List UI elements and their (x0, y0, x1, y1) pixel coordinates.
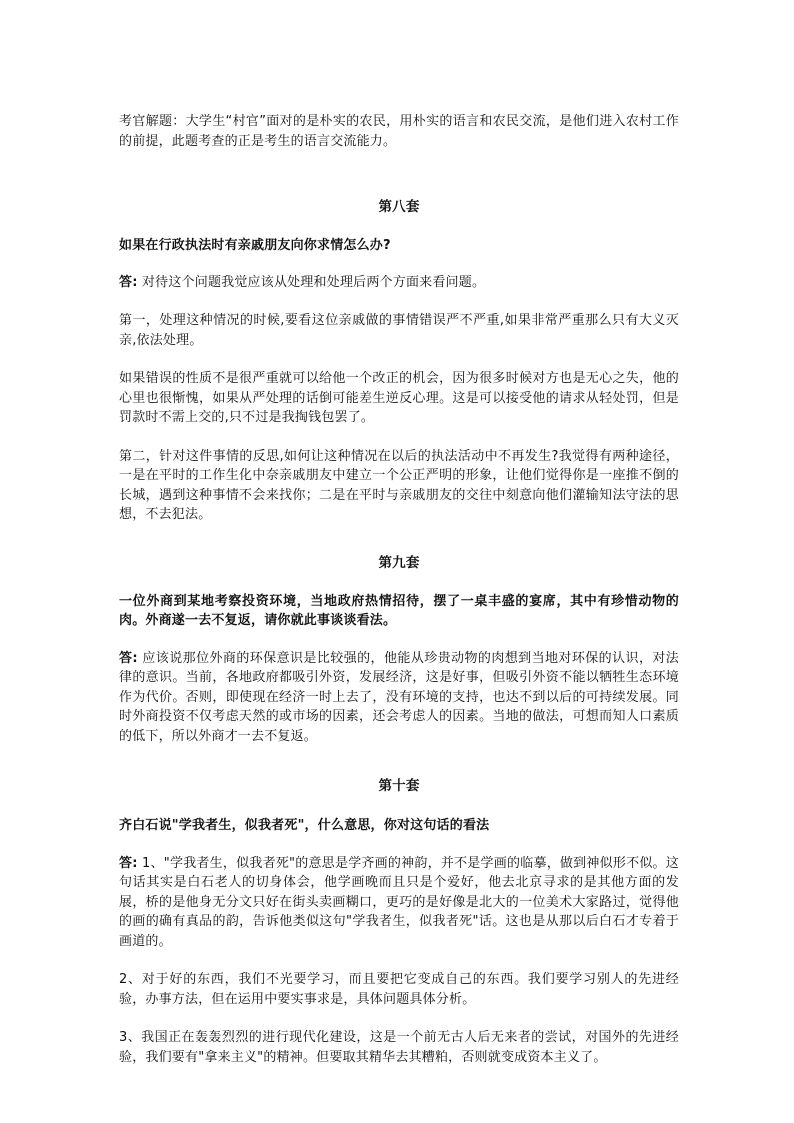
answer-text: 1、"学我者生，似我者死"的意思是学齐画的神韵，并不是学画的临摹，做到神似形不似。这句话其实是白石老人的切身体会，他学画晚而且只是个爱好，他去北京寻求的是其他方面的发展，桥的是他身无分文只好在街头卖画糊口，更巧的是好像是北大的一位美术大家路过，觉得他的画的确有真品的韵，告诉他类似这句"学我者生，似我者死"话。这也是从那以后白石才专着于画道的。 (119, 855, 679, 949)
set8-paragraph-3: 第二，针对这件事情的反思,如何让这种情况在以后的执法活动中不再发生?我觉得有两种途径，一是在平时的工作生化中奈亲戚朋友中建立一个公正严明的形象，让他们觉得你是一座推不倒的长城，遇到这种事情不会来找你；二是在平时与亲戚朋友的交往中刻意向他们灌输知法守法的思想，不去犯法。 (119, 448, 679, 522)
set9-answer (119, 649, 679, 747)
intro-paragraph: 考官解题：大学生“村官”面对的是朴实的农民，用朴实的语言和农民交流，是他们进入农村工作的前提，此题考查的正是考生的语言交流能力。 (119, 114, 679, 149)
set10-heading: 第十套 (378, 778, 420, 794)
set9-heading: 第九套 (378, 554, 420, 571)
set8-question: 如果在行政执法时有亲戚朋友向你求情怎么办? (119, 238, 391, 253)
set8-answer (119, 273, 679, 293)
answer-text: 对待这个问题我觉应该从处理和处理后两个方面来看问题。 (141, 274, 486, 290)
set8-paragraph-1: 第一，处理这种情况的时候,要看这位亲戚做的事情错误严不严重,如果非常严重那么只有大义灭亲,依法处理。 (119, 313, 679, 348)
answer-label: 答: (119, 650, 138, 666)
set9-question: 一位外商到某地考察投资环境，当地政府热情招待，摆了一桌丰盛的宴席，其中有珍惜动物的肉。外商遂一去不复返，请你就此事谈谈看法。 (119, 593, 679, 628)
set10-paragraph-3: 3、我国正在轰轰烈烈的进行现代化建设，这是一个前无古人后无来者的尝试，对国外的先进经验，我们要有"拿来主义"的精神。但要取其精华去其糟粕，否则就变成资本主义了。 (119, 1030, 679, 1065)
answer-text: 应该说那位外商的环保意识是比较强的，他能从珍贵动物的肉想到当地对环保的认识，对法律的意识。当前，各地政府都吸引外资，发展经济，这是好事，但吸引外资不能以牺牲生态环境作为代价。否则，即使现在经济一时上去了，没有环境的支持，也达不到以后的可持续发展。同时外商投资不仅考虑天然的或市场的因素，还会考虑人的因素。当地的做法，可想而知人口素质的低下，所以外商才一去不复返。 (119, 650, 679, 744)
set10-question: 齐白石说"学我者生，似我者死"，什么意思，你对这句话的看法 (119, 818, 490, 833)
document-page (119, 112, 679, 1067)
answer-label: 答: (119, 274, 138, 290)
answer-label: 答: (119, 855, 138, 871)
set8-heading: 第八套 (378, 199, 420, 215)
set10-paragraph-2: 2、对于好的东西，我们不光要学习，而且要把它变成自己的东西。我们要学习别人的先进经验，办事方法，但在运用中要实事求是，具体问题具体分析。 (119, 972, 679, 1007)
set10-answer (119, 854, 679, 952)
set8-paragraph-2: 如果错误的性质不是很严重就可以给他一个改正的机会，因为很多时候对方也是无心之失，他的心里也很惭愧，如果从严处理的话倒可能差生逆反心理。这是可以接受他的请求从轻处罚，但是罚款时不需上交的,只不过是我掏钱包罢了。 (119, 371, 679, 425)
